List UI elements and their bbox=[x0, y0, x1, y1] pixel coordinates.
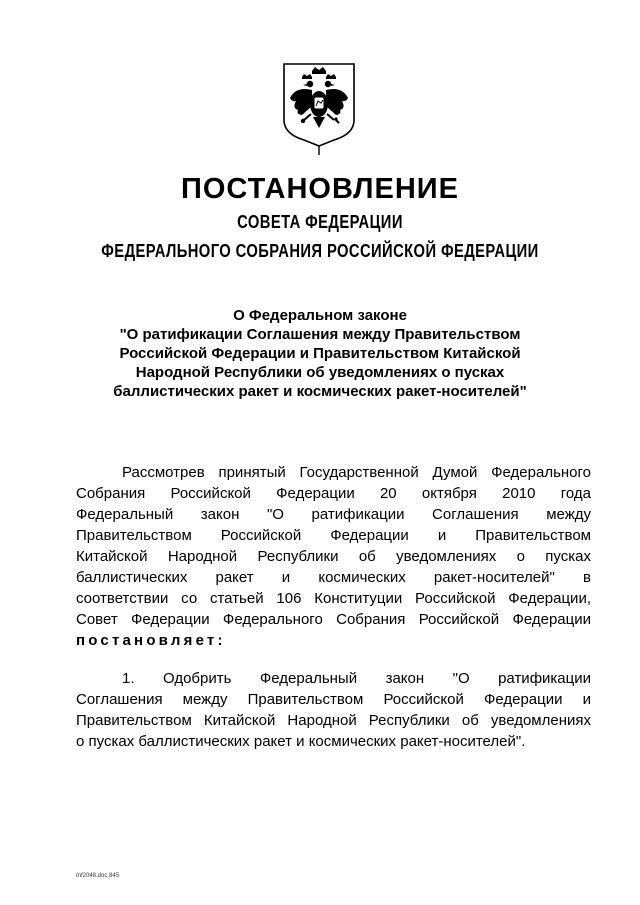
coat-of-arms-emblem bbox=[278, 62, 360, 156]
paragraph-line: соответствии со статьей 106 Конституции Российской Федерации, bbox=[76, 590, 591, 607]
paragraph-line: Соглашения между Правительством Российской Федерации и bbox=[76, 691, 591, 708]
issuing-body-line-2: ФЕДЕРАЛЬНОГО СОБРАНИЯ РОССИЙСКОЙ ФЕДЕРАЦИИ bbox=[101, 241, 539, 261]
subject-line: баллистических ракет и космических ракет-носителей" bbox=[113, 383, 527, 400]
paragraph-line: Рассмотрев принятый Государственной Думой Федерального bbox=[122, 464, 591, 481]
paragraph-line: Совет Федерации Федерального Собрания Российской Федерации bbox=[76, 611, 591, 628]
paragraph-line: Собрания Российской Федерации 20 октября 2010 года bbox=[76, 485, 591, 502]
paragraph-line: 1. Одобрить Федеральный закон "О ратификации bbox=[122, 670, 591, 687]
paragraph-line: Китайской Народной Республики об уведомлениях о пусках bbox=[76, 548, 591, 565]
paragraph-line: баллистических ракет и космических ракет-носителей" в bbox=[76, 569, 591, 586]
document-subject bbox=[88, 306, 552, 401]
paragraph-line: Федеральный закон "О ратификации Соглашения между bbox=[76, 506, 591, 523]
resolution-word: постановляет: bbox=[76, 632, 226, 649]
subject-line: Народной Республики об уведомлениях о пусках bbox=[135, 364, 505, 381]
paragraph-line: о пусках баллистических ракет и космических ракет-носителей". bbox=[76, 733, 526, 750]
subject-line: О Федеральном законе bbox=[233, 307, 407, 324]
preamble-paragraph bbox=[76, 462, 591, 651]
subject-line: Российской Федерации и Правительством Китайской bbox=[119, 345, 521, 362]
paragraph-line: Правительством Китайской Народной Республики об уведомлениях bbox=[76, 712, 591, 729]
document-title: ПОСТАНОВЛЕНИЕ bbox=[181, 173, 459, 205]
issuing-body-line-1: СОВЕТА ФЕДЕРАЦИИ bbox=[237, 212, 403, 232]
paragraph-line: Правительством Российской Федерации и Правительством bbox=[76, 527, 591, 544]
file-reference: mf2048.doc 845 bbox=[76, 873, 120, 879]
subject-line: "О ратификации Соглашения между Правительством bbox=[119, 326, 521, 343]
resolution-item-1 bbox=[76, 668, 591, 752]
